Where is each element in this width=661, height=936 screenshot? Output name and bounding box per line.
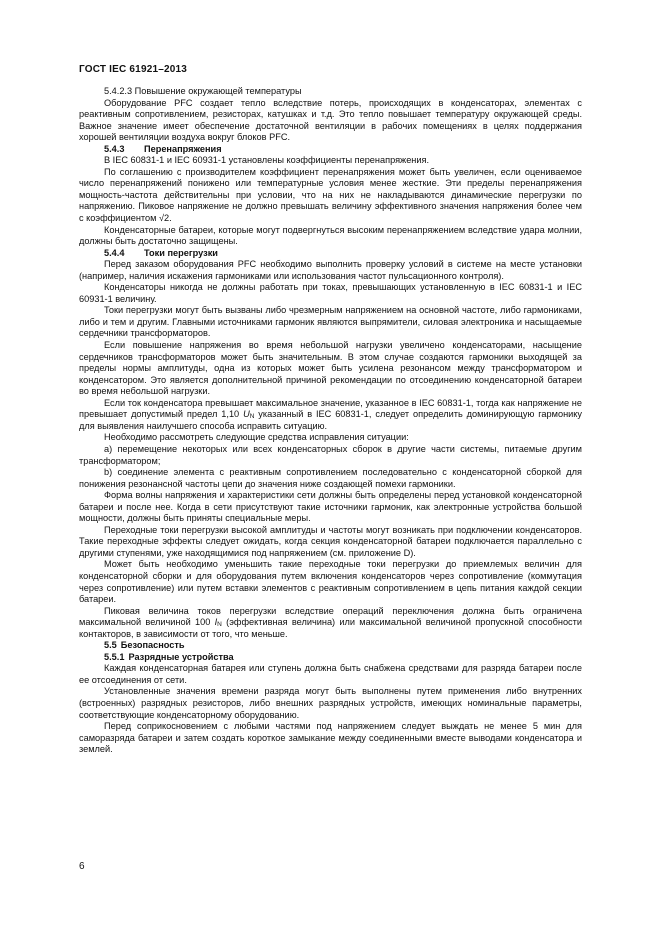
paragraph: Переходные токи перегрузки высокой амплитуды и частоты могут возникать при подключении конденсаторов. Такие переходные эффекты следует ожидать, когда секция конденсаторной батареи подключается параллельно с другими ступенями, уже находящимися под напряжением (см. приложение D). xyxy=(79,524,582,558)
paragraph-text: указанный в IEC 60831-1, следует определить доминирующую гармонику для выявления наилучшего способа исправить ситуацию. xyxy=(79,409,582,431)
section-title: Разрядные устройства xyxy=(128,651,234,662)
current-symbol: I xyxy=(214,617,218,628)
current-subscript: N xyxy=(217,621,222,629)
paragraph: Конденсаторные батареи, которые могут подвергнуться высоким перенапряжением вследствие удара молнии, должны быть достаточно защищены. xyxy=(79,224,582,247)
section-heading xyxy=(79,652,582,664)
section-number: 5.5 xyxy=(104,640,117,651)
paragraph: Каждая конденсаторная батарея или ступень должна быть снабжена средствами для разряда батареи после ее отсоединения от сети. xyxy=(79,663,582,685)
section-heading xyxy=(79,144,582,156)
paragraph: Необходимо рассмотреть следующие средства исправления ситуации: xyxy=(104,432,409,443)
section-title: Безопасность xyxy=(120,640,185,651)
voltage-symbol: U xyxy=(243,409,250,420)
list-item: a) перемещение некоторых или всех конденсаторных сборок в другие части системы, питаемые другим трансформатором; xyxy=(79,443,582,466)
paragraph xyxy=(79,398,582,433)
paragraph: 5.4.2.3 Повышение окружающей температуры xyxy=(104,86,302,96)
paragraph: Перед соприкосновением с любыми частями под напряжением следует выждать не менее 5 мин для саморазряда батареи и затем создать короткое замыкание между соединенными вместе выводами конденсатора и землей. xyxy=(79,721,582,755)
section-number: 5.5.1 xyxy=(104,651,125,662)
document-header: ГОСТ IEC 61921–2013 xyxy=(79,64,188,75)
paragraph: Может быть необходимо уменьшить такие переходные токи перегрузки до приемлемых величин для конденсаторной сборки и для оборудования путем включения конденсаторов через сопротивление (коммутация через сопротивление) или путем вставки элементов с реактивным сопротивлением в цепь питания каждой секции батареи. xyxy=(79,559,582,605)
paragraph-text: Пиковая величина токов перегрузки вследствие операций переключения должна быть ограничена максимальной величиной 100 xyxy=(79,605,582,628)
paragraph-text: (эффективная величина) или максимальной величиной пропускной способности контакторов, в зависимости от того, что меньше. xyxy=(79,617,582,639)
section-title: Токи перегрузки xyxy=(144,247,218,258)
paragraph: Если повышение напряжения во время небольшой нагрузки увеличено конденсаторами, насыщение сердечников трансформаторов может быть значительным. В этом случае создаются гармоники выходящей за пределы нормы амплитуды, одна из которых может быть усилена резонансом между трансформатором и конденсатором. Это является дополнительной причиной рекомендации по отсоединению конденсаторной батареи во время небольшой нагрузки. xyxy=(79,340,582,397)
paragraph: Форма волны напряжения и характеристики сети должны быть определены перед установкой конденсаторной батареи и после нее. Когда в сети присутствуют такие источники гармоник, как электронные устройства большой мощности, должны быть приняты специальные меры. xyxy=(79,490,582,524)
list-item: b) соединение элемента с реактивным сопротивлением последовательно с конденсаторной сборкой для понижения резонансной частоты цепи до значения ниже создающей помехи гармоники. xyxy=(79,467,582,489)
section-heading xyxy=(79,248,582,260)
paragraph: Перед заказом оборудования PFC необходимо выполнить проверку условий в системе на месте установки (например, наличия искажения гармониками или использования частот пульсационного контроля). xyxy=(79,259,582,281)
voltage-subscript: N xyxy=(249,413,255,421)
paragraph: Установленные значения времени разряда могут быть выполнены путем применения либо внутренних (встроенных) разрядных резисторов, либо внешних разрядных устройств, имеющих номинальные параметры, соответствующие конденсаторному оборудованию. xyxy=(79,686,582,720)
paragraph: По соглашению с производителем коэффициент перенапряжения может быть увеличен, если оцениваемое число перенапряжений понижено или температурные условия менее жесткие. Эти пределы перенапряжения мощность-частота действительны при условии, что на них не накладываются динамические перегрузки по напряжению. Пиковое напряжение не должно превышать величину эффективного значения напряжения более чем с коэффициентом √2. xyxy=(79,166,582,224)
section-number: 5.4.3 xyxy=(104,143,125,154)
paragraph: Конденсаторы никогда не должны работать при токах, превышающих установленную в IEC 60831-1 и IEC 60931-1 величину. xyxy=(79,282,582,304)
page-number: 6 xyxy=(79,861,85,872)
paragraph xyxy=(79,606,582,641)
paragraph: В IEC 60831-1 и IEC 60931-1 установлены коэффициенты перенапряжения. xyxy=(104,155,430,166)
paragraph-text: Если ток конденсатора превышает максимальное значение, указанное в IEC 60831-1, тогда как напряжение не превышает допустимый предел 1,10 xyxy=(79,397,582,420)
section-title: Перенапряжения xyxy=(144,143,222,154)
paragraph: Оборудование PFC создает тепло вследствие потерь, происходящих в конденсаторах, элементах с реактивным сопротивлением, резисторах, катушках и т.д. Это тепло повышает температуру окружающей среды. Важное значение имеет обеспечение достаточной вентиляции в рабочих помещениях в целях поддержания хорошей вентиляции воздуха вокруг блоков PFC. xyxy=(79,97,582,143)
section-heading xyxy=(79,640,582,652)
section-number: 5.4.4 xyxy=(104,247,125,258)
paragraph: Токи перегрузки могут быть вызваны либо чрезмерным напряжением на основной частоте, либо гармониками, либо и тем и другим. Главными источниками гармоник являются выпрямители, силовая электроника и насыщаемые сердечники трансформаторов. xyxy=(79,305,582,339)
document-body xyxy=(79,86,582,756)
